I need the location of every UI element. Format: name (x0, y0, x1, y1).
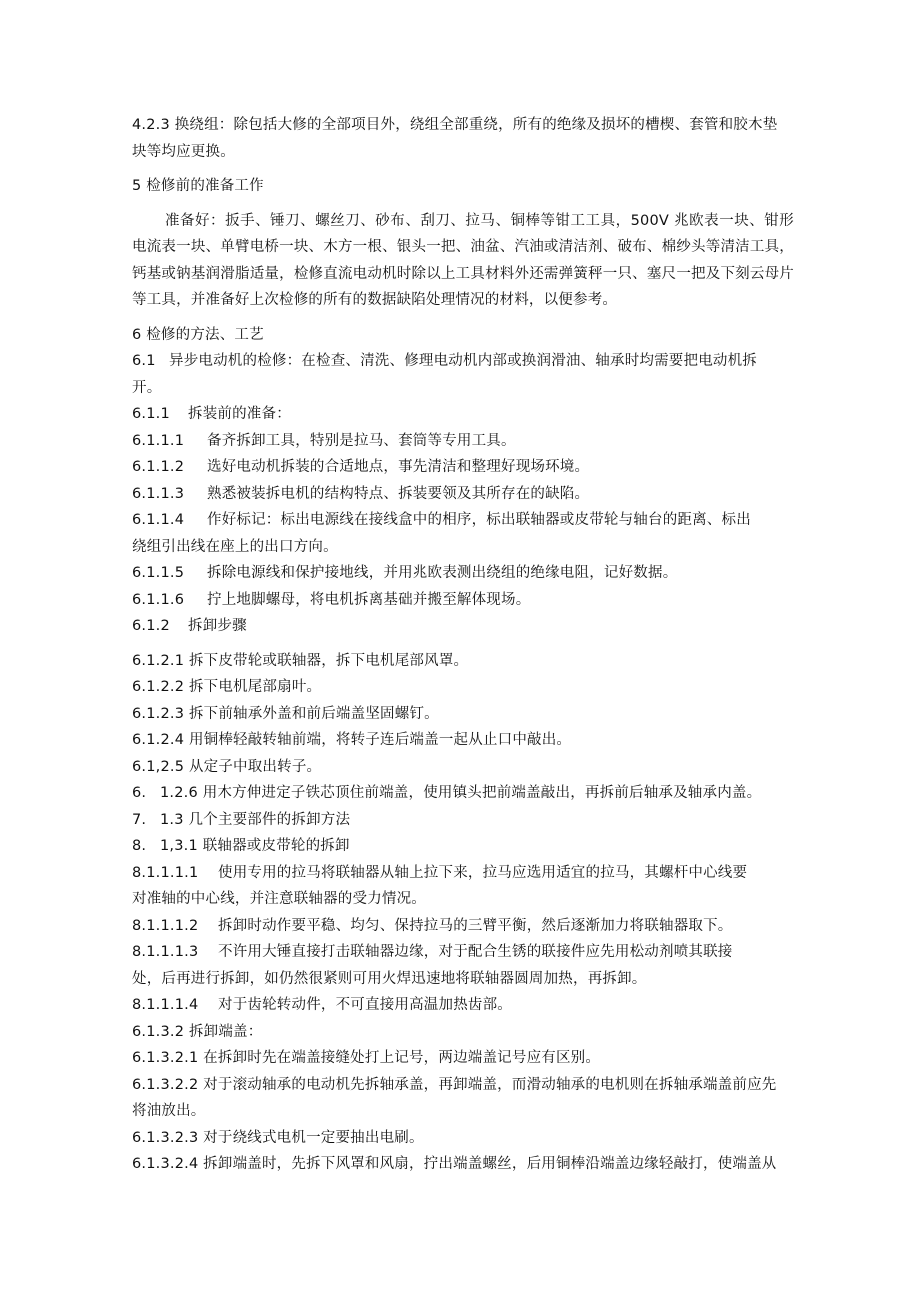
item-6-1-3-2-2-line-2: 将油放出。 (132, 1103, 206, 1119)
item-6-1-1 (132, 401, 794, 428)
item-text: 1.2.6 用木方伸进定子铁芯顶住前端盖，使用镇头把前端盖敲出，再拆前后轴承及轴承内盖。 (160, 785, 762, 801)
item-text: 1,3.1 联轴器或皮带轮的拆卸 (160, 838, 350, 854)
item-number: 6.1.1.4 (132, 512, 185, 528)
paragraph-4-2-3-line-2: 块等均应更换。 (132, 143, 235, 160)
item-text: 选好电动机拆装的合适地点，事先清洁和整理好现场环境。 (207, 459, 590, 475)
item-6-1-2-6 (132, 780, 794, 807)
item-6-1-line-1 (132, 348, 794, 375)
item-6-1-2-3: 6.1.2.3 拆下前轴承外盖和前后端盖坚固螺钉。 (132, 705, 439, 722)
item-8-1-1-1-3-line-1 (132, 939, 794, 966)
item-number: 6.1 (132, 353, 156, 369)
item-number: 6.1.1.1 (132, 432, 185, 449)
item-text: 拆装前的准备： (188, 406, 291, 422)
item-text: 使用专用的拉马将联轴器从轴上拉下来，拉马应选用适宜的拉马，其螺杆中心线要 (218, 864, 748, 881)
preparation-paragraph: 准备好：扳手、锤刀、螺丝刀、砂布、刮刀、拉马、铜棒等钳工工具，500V 兆欧表一块、钳形电流表一块、单臂电桥一块、木方一根、银头一把、油盆、汽油或清洁剂、破布、棉纱头等清洁工具，钙基或钠基润滑脂适量，检修直流电动机时除以上工具材料外还需弹簧秤一只、塞尺一把及下刻云母片等工具，并准备好上次检修的所有的数据缺陷处理情况的材料，以便参考。 (132, 212, 794, 308)
item-text: 作好标记：标出电源线在接线盒中的相序，标出联轴器或皮带轮与轴台的距离、标出 (207, 512, 751, 528)
section-heading-6: 6 检修的方法、工艺 (132, 326, 264, 343)
item-6-1-3-2-3: 6.1.3.2.3 对于绕线式电机一定要抽出电刷。 (132, 1129, 424, 1146)
item-6-1-3-2-2-line-1: 6.1.3.2.2 对于滚动轴承的电动机先拆轴承盖，再卸端盖，而滑动轴承的电机则在拆轴承端盖前应先 (132, 1076, 777, 1093)
item-8-1-1-1-4 (132, 992, 794, 1019)
item-8-1-1-1-2 (132, 913, 794, 940)
item-6-1-1-1 (132, 428, 794, 455)
item-text: 不许用大锤直接打击联轴器边缘，对于配合生锈的联接件应先用松动剂喷其联接 (218, 944, 733, 960)
item-text: 异步电动机的检修：在检查、清洗、修理电动机内部或换润滑油、轴承时均需要把电动机拆 (169, 353, 757, 369)
item-6-1-3-2-4: 6.1.3.2.4 拆卸端盖时，先拆下风罩和风扇，拧出端盖螺丝，后用铜棒沿端盖边缘轻敲打，使端盖从 (132, 1156, 777, 1172)
item-6-1-3-2-1: 6.1.3.2.1 在拆卸时先在端盖接缝处打上记号，两边端盖记号应有区别。 (132, 1050, 601, 1066)
item-number: 6.1.1.2 (132, 459, 185, 475)
item-6-1-1-6 (132, 587, 794, 614)
item-number: 8.1.1.1.3 (132, 944, 199, 960)
item-6-1-2-1: 6.1.2.1 拆下皮带轮或联轴器，拆下电机尾部风罩。 (132, 652, 469, 669)
item-6-1-2-4: 6.1.2.4 用铜棒轻敲转轴前端，将转子连后端盖一起从止口中敲出。 (132, 732, 572, 748)
item-text: 1.3 几个主要部件的拆卸方法 (160, 811, 351, 828)
item-number: 6.1.1 (132, 406, 170, 422)
item-number: 6. (132, 785, 147, 801)
item-text: 拆除电源线和保护接地线，并用兆欧表测出绕组的绝缘电阻，记好数据。 (207, 565, 678, 581)
item-text: 拆卸时动作要平稳、均匀、保持拉马的三臂平衡，然后逐渐加力将联轴器取下。 (218, 917, 733, 934)
item-8-1-1-1-1-line-1 (132, 860, 794, 887)
item-number: 6.1.2 (132, 618, 170, 634)
item-6-1-1-3 (132, 481, 794, 508)
item-text: 备齐拆卸工具，特别是拉马、套筒等专用工具。 (207, 432, 516, 449)
item-number: 6.1.1.3 (132, 485, 185, 502)
item-number: 8. (132, 838, 147, 854)
item-6-1-2-5: 6.1,2.5 从定子中取出转子。 (132, 758, 322, 775)
item-number: 6.1.1.6 (132, 591, 185, 608)
item-6-1-1-4-line-1 (132, 507, 794, 534)
item-6-1-2 (132, 613, 794, 640)
item-text: 拆卸步骤 (188, 618, 247, 634)
item-number: 8.1.1.1.1 (132, 864, 199, 881)
item-7-1-3 (132, 807, 794, 834)
item-8-1-1-1-3-line-2: 处，后再进行拆卸，如仍然很紧则可用火焊迅速地将联轴器圆周加热，再拆卸。 (132, 970, 647, 987)
item-number: 8.1.1.1.4 (132, 997, 199, 1013)
item-6-1-1-2 (132, 454, 794, 481)
item-6-1-3-2: 6.1.3.2 拆卸端盖： (132, 1023, 263, 1040)
item-6-1-2-2: 6.1.2.2 拆下电机尾部扇叶。 (132, 679, 322, 695)
item-number: 7. (132, 811, 147, 828)
item-6-1-1-4-line-2: 绕组引出线在座上的出口方向。 (132, 538, 338, 555)
paragraph-4-2-3-line-1: 4.2.3 换绕组：除包括大修的全部项目外，绕组全部重绕，所有的绝缘及损坏的槽楔、套管和胶木垫 (132, 117, 778, 133)
item-6-1-line-2: 开。 (132, 379, 162, 396)
item-text: 熟悉被装拆电机的结构特点、拆装要领及其所存在的缺陷。 (207, 485, 590, 502)
item-8-1-1-1-1-line-2: 对准轴的中心线，并注意联轴器的受力情况。 (132, 891, 426, 907)
document-body (132, 112, 794, 1178)
item-8-1-3-1 (132, 833, 794, 860)
section-heading-5: 5 检修前的准备工作 (132, 178, 264, 194)
item-6-1-1-5 (132, 560, 794, 587)
item-number: 8.1.1.1.2 (132, 917, 199, 934)
item-text: 拧上地脚螺母，将电机拆离基础并搬至解体现场。 (207, 591, 531, 608)
item-text: 对于齿轮转动件，不可直接用高温加热齿部。 (218, 997, 512, 1013)
item-number: 6.1.1.5 (132, 565, 185, 581)
